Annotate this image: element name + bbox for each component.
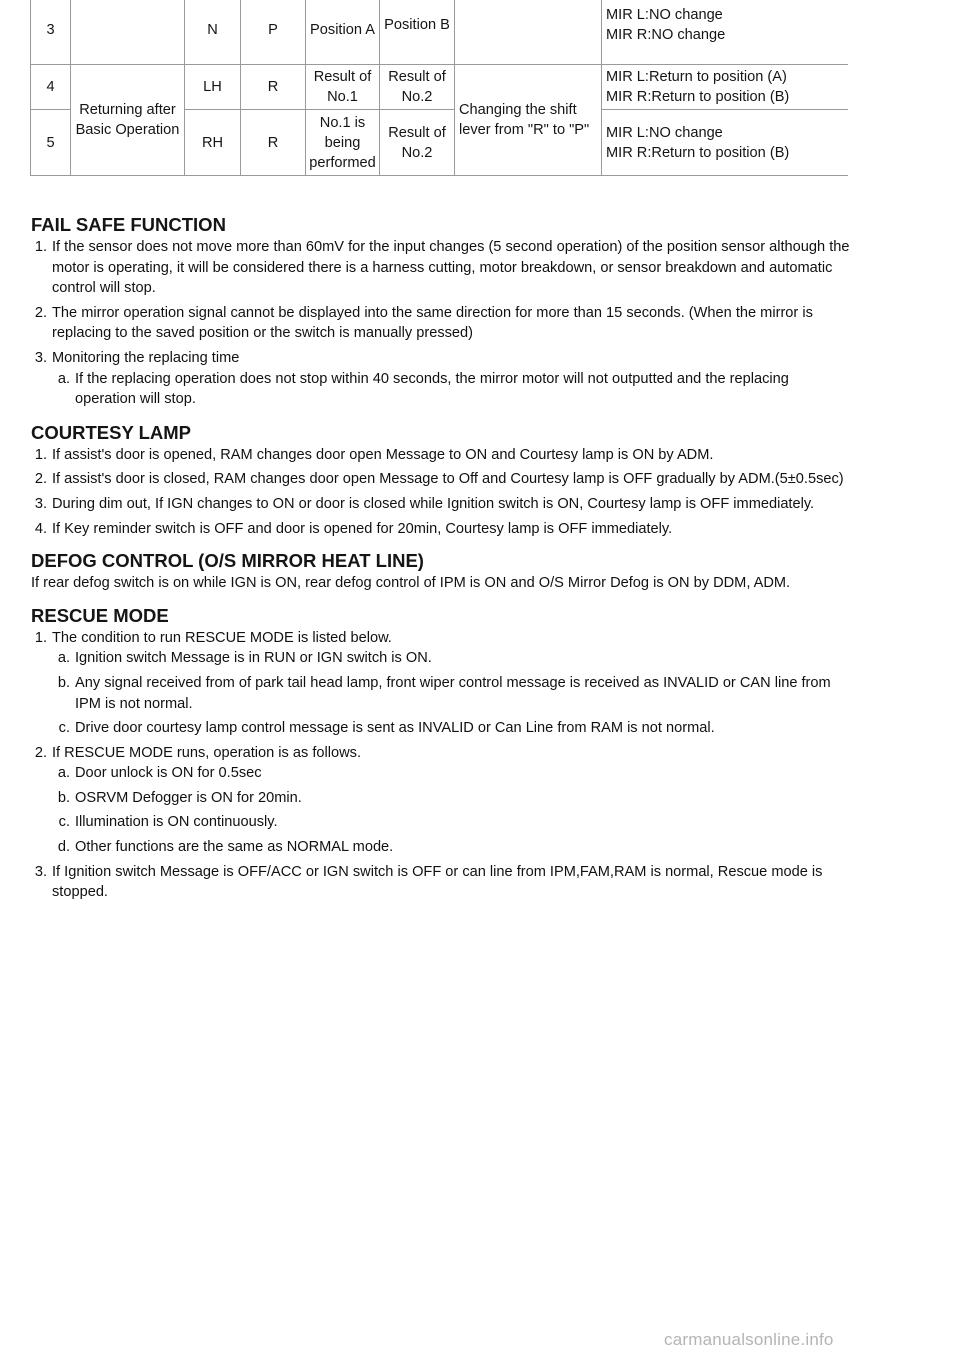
result-text (606, 5, 845, 45)
list-item (31, 469, 851, 490)
sub-item-text: Other functions are the same as NORMAL mode. (75, 839, 394, 856)
result-cell (602, 65, 849, 110)
numbered-list (31, 237, 851, 410)
sub-list-item (52, 763, 851, 784)
item-number: 2. (34, 744, 47, 761)
sub-list-item (52, 812, 851, 833)
table-row (31, 65, 849, 110)
gear-cell: R (241, 65, 306, 110)
mirror-l-state-cell: No.1 is being performed (306, 110, 380, 176)
fail-safe-section (31, 213, 851, 410)
sub-item-text: Illumination is ON continuously. (75, 814, 278, 831)
mirror-r-state-text: Position B (384, 16, 450, 33)
sub-list-item (52, 837, 851, 858)
item-text: If Key reminder switch is OFF and door is opened for 20min, Courtesy lamp is OFF immediately. (52, 520, 673, 537)
sub-item-letter: a. (57, 650, 70, 667)
mir-l-result: MIR L:NO change (606, 124, 723, 141)
step-number-cell: 4 (31, 65, 71, 110)
numbered-list (31, 445, 851, 539)
courtesy-lamp-section (31, 421, 851, 539)
sub-item-text: Door unlock is ON for 0.5sec (75, 765, 262, 782)
mirror-r-state-cell: Result of No.2 (380, 110, 455, 176)
sub-item-letter: a. (57, 765, 70, 782)
lettered-sublist (52, 648, 851, 738)
shift-lever-action-cell: Changing the shift lever from "R" to "P" (455, 65, 602, 176)
sub-list-item (52, 718, 851, 739)
sub-item-letter: d. (57, 839, 70, 856)
sub-list-item (52, 648, 851, 669)
sub-item-letter: b. (57, 789, 70, 806)
mir-l-result: MIR L:Return to position (A) (606, 69, 787, 85)
section-heading: FAIL SAFE FUNCTION (31, 214, 226, 235)
item-text: During dim out, If IGN changes to ON or door is closed while Ignition switch is ON, Courtesy lamp is OFF immediately. (52, 495, 815, 512)
item-text: Monitoring the replacing time (52, 349, 240, 366)
defog-control-section (31, 549, 851, 594)
item-text: If the sensor does not move more than 60mV for the input changes (5 second operation) of the position sensor although the motor is operating, it will be considered there is a harness cutting, motor breakdown, or sensor breakdown and automatic control will stop. (52, 239, 850, 297)
gear-cell: R (241, 110, 306, 176)
section-heading: COURTESY LAMP (31, 421, 192, 443)
mirror-r-state-cell (380, 0, 455, 65)
item-text: The mirror operation signal cannot be displayed into the same direction for more than 15 seconds. (When the mirror is replacing to the saved position or the switch is manually pressed) (52, 304, 813, 342)
sub-item-letter: b. (57, 674, 70, 691)
list-item (31, 237, 851, 299)
sub-item-text: OSRVM Defogger is ON for 20min. (75, 789, 302, 806)
list-item (31, 628, 851, 739)
mirror-r-state-cell: Result of No.2 (380, 65, 455, 110)
sub-item-letter: a. (57, 370, 70, 387)
lettered-sublist (52, 369, 851, 410)
result-cell (602, 110, 849, 176)
mirror-l-state-cell: Position A (306, 0, 380, 65)
returning-after-basic-operation-cell: Returning after Basic Operation (71, 65, 185, 176)
empty-cell (71, 0, 185, 65)
sub-item-text: Ignition switch Message is in RUN or IGN switch is ON. (75, 650, 432, 667)
step-number-cell: 5 (31, 110, 71, 176)
list-item (31, 348, 851, 410)
side-cell: RH (185, 110, 241, 176)
section-heading: DEFOG CONTROL (O/S MIRROR HEAT LINE) (31, 550, 424, 572)
mir-r-result: MIR R:NO change (606, 26, 726, 43)
side-cell: N (185, 0, 241, 65)
list-item (31, 743, 851, 858)
list-item (31, 494, 851, 515)
paragraph: If rear defog switch is on while IGN is ON, rear defog control of IPM is ON and O/S Mirror Defog is ON by DDM, ADM. (31, 575, 791, 592)
item-number: 2. (34, 471, 47, 488)
watermark: carmanualsonline.info (664, 1330, 834, 1349)
mirror-operation-table (30, 0, 848, 176)
item-text: If RESCUE MODE runs, operation is as follows. (52, 744, 362, 761)
item-number: 3. (34, 349, 47, 366)
item-text: The condition to run RESCUE MODE is listed below. (52, 629, 392, 646)
item-number: 1. (34, 446, 47, 463)
table-row (31, 0, 849, 65)
sub-item-text: If the replacing operation does not stop within 40 seconds, the mirror motor will not outputted and the replacing operation will stop. (75, 370, 789, 408)
sub-item-letter: c. (58, 814, 70, 831)
item-text: If assist's door is closed, RAM changes door open Message to Off and Courtesy lamp is OFF gradually by ADM.(5±0.5sec) (52, 471, 844, 488)
sub-item-text: Drive door courtesy lamp control message is sent as INVALID or Can Line from RAM is not normal. (75, 720, 715, 737)
sub-list-item (52, 673, 851, 714)
step-number-cell: 3 (31, 0, 71, 65)
mirror-operation-table-container (30, 0, 848, 180)
numbered-list (31, 628, 851, 903)
item-number: 4. (34, 520, 47, 537)
sub-list-item (52, 788, 851, 809)
document-body (31, 213, 851, 907)
item-number: 1. (34, 239, 47, 255)
mirror-l-state-cell: Result of No.1 (306, 65, 380, 110)
list-item (31, 303, 851, 344)
item-number: 1. (34, 629, 47, 646)
rescue-mode-section (31, 604, 851, 903)
item-number: 3. (34, 495, 47, 512)
item-text: If Ignition switch Message is OFF/ACC or IGN switch is OFF or can line from IPM,FAM,RAM is normal, Rescue mode is stopped. (52, 863, 823, 901)
mir-r-result: MIR R:Return to position (B) (606, 144, 790, 161)
result-cell (602, 0, 849, 65)
gear-cell: P (241, 0, 306, 65)
list-item (31, 445, 851, 466)
mir-l-result: MIR L:NO change (606, 6, 723, 23)
item-number: 3. (34, 863, 47, 880)
lettered-sublist (52, 763, 851, 857)
mir-r-result: MIR R:Return to position (B) (606, 89, 790, 105)
empty-cell (455, 0, 602, 65)
item-text: If assist's door is opened, RAM changes door open Message to ON and Courtesy lamp is ON by ADM. (52, 446, 714, 463)
side-cell: LH (185, 65, 241, 110)
sub-list-item (52, 369, 851, 410)
list-item (31, 519, 851, 540)
item-number: 2. (34, 304, 47, 321)
section-heading: RESCUE MODE (31, 604, 169, 626)
sub-item-letter: c. (58, 720, 70, 737)
sub-item-text: Any signal received from of park tail head lamp, front wiper control message is received as INVALID or CAN line from IPM is not normal. (75, 674, 831, 712)
list-item (31, 862, 851, 903)
